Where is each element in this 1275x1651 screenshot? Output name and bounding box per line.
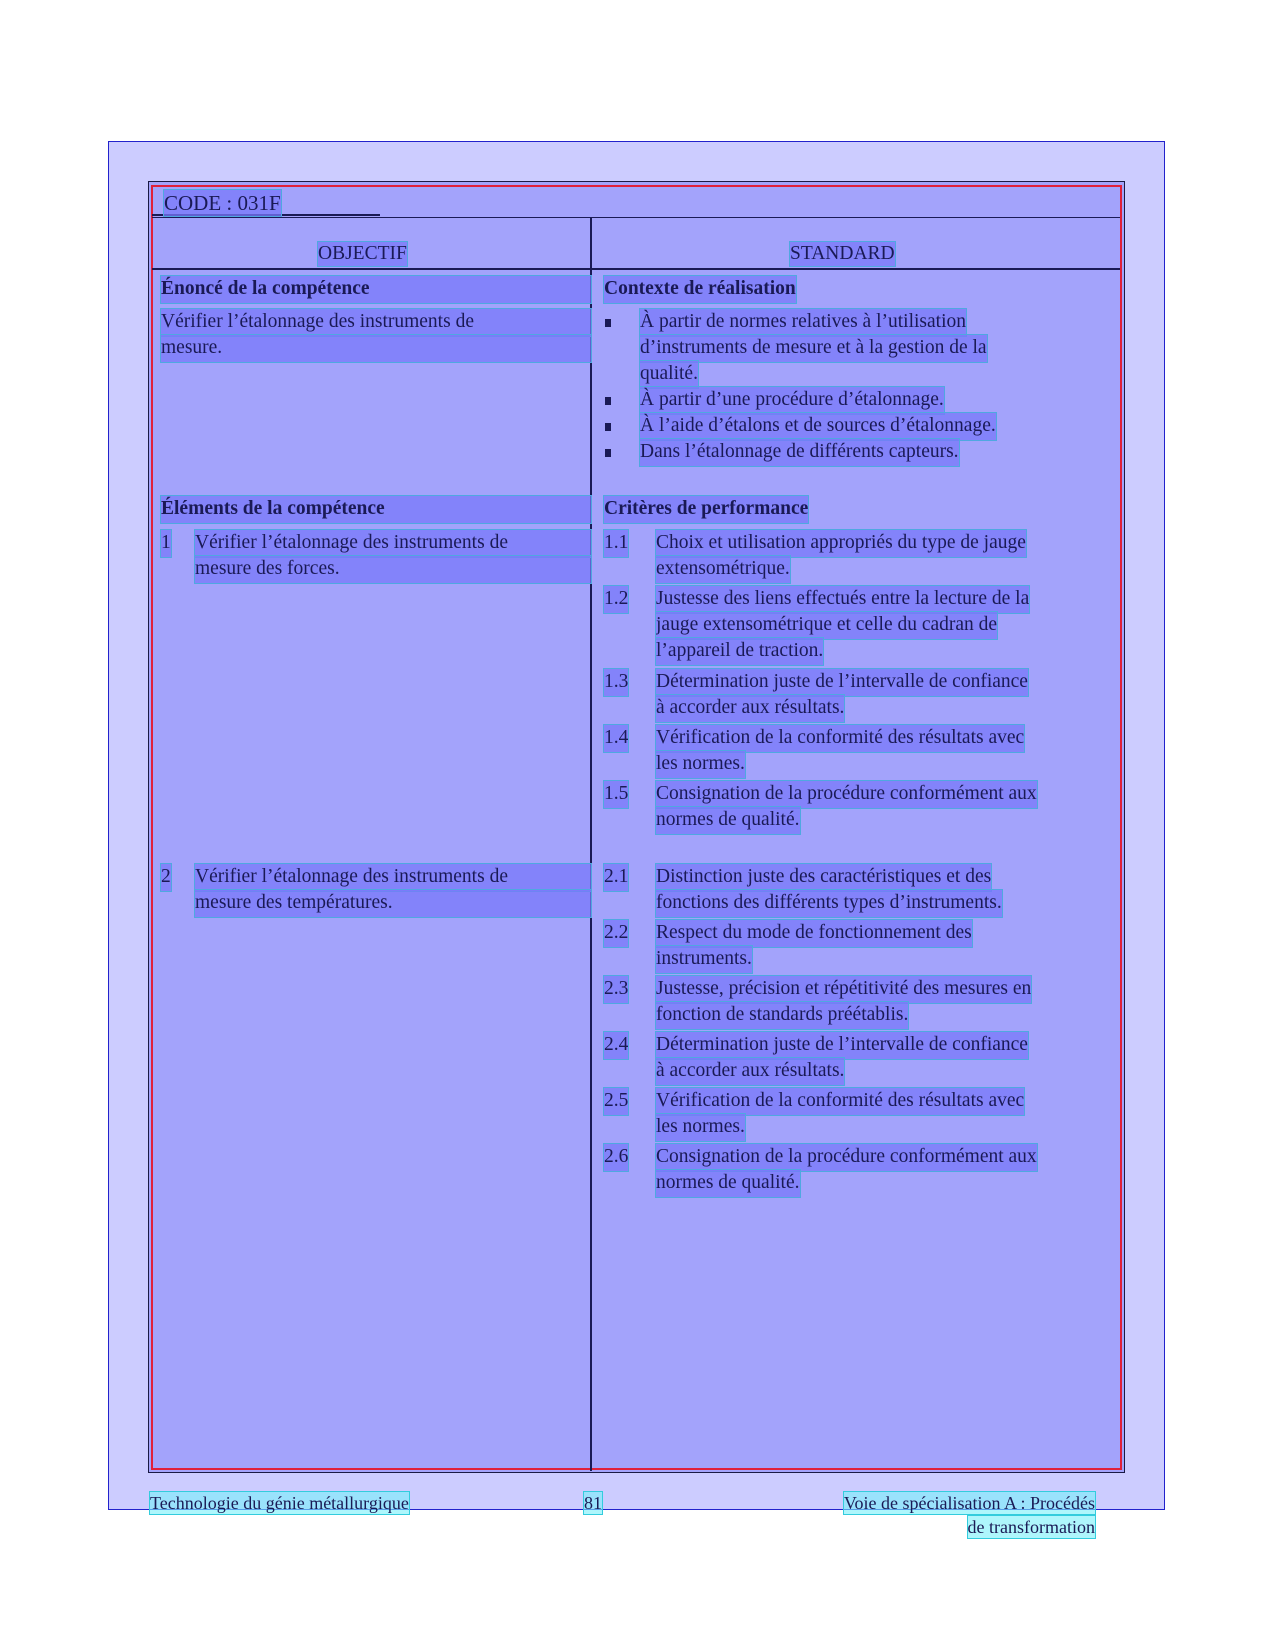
critere-number: 2.2 <box>604 920 628 947</box>
column-header-objectif: OBJECTIF <box>318 243 407 264</box>
critere-line: Vérification de la conformité des résultats avec <box>656 1088 1024 1115</box>
element-number: 2 <box>161 864 171 891</box>
footer-track-continued: de transformation <box>967 1517 1095 1537</box>
critere-number: 2.5 <box>604 1088 628 1115</box>
bullet-icon <box>605 319 611 327</box>
bullet-icon <box>605 449 611 457</box>
element-line: mesure des températures. <box>195 890 591 917</box>
critere-line: fonctions des différents types d’instruments. <box>656 890 1002 917</box>
contexte-line: qualité. <box>640 361 698 388</box>
footer-program: Technologie du génie métallurgique <box>150 1493 409 1513</box>
critere-line: normes de qualité. <box>656 1170 800 1197</box>
competency-code: CODE : 031F <box>164 191 281 215</box>
critere-line: à accorder aux résultats. <box>656 1058 844 1085</box>
critere-line: jauge extensométrique et celle du cadran de <box>656 612 997 639</box>
critere-line: Détermination juste de l’intervalle de confiance <box>656 1032 1028 1059</box>
header-bottom-rule <box>152 268 1120 270</box>
critere-line: Justesse, précision et répétitivité des mesures en <box>656 976 1031 1003</box>
critere-number: 1.4 <box>604 725 628 752</box>
contexte-line: À partir de normes relatives à l’utilisation <box>640 309 966 336</box>
critere-line: extensométrique. <box>656 556 790 583</box>
element-line: Vérifier l’étalonnage des instruments de <box>195 864 591 891</box>
critere-number: 2.6 <box>604 1144 628 1171</box>
contexte-heading: Contexte de réalisation <box>604 276 796 303</box>
critere-line: fonction de standards préétablis. <box>656 1002 908 1029</box>
enonce-line: Vérifier l’étalonnage des instruments de <box>161 309 591 336</box>
critere-line: normes de qualité. <box>656 807 800 834</box>
critere-line: Détermination juste de l’intervalle de confiance <box>656 669 1028 696</box>
bullet-icon <box>605 423 611 431</box>
table-highlight-border <box>151 185 1122 1470</box>
critere-number: 2.4 <box>604 1032 628 1059</box>
bullet-icon <box>605 397 611 405</box>
critere-line: Choix et utilisation appropriés du type de jauge <box>656 530 1026 557</box>
element-line: Vérifier l’étalonnage des instruments de <box>195 530 591 557</box>
element-number: 1 <box>161 530 171 557</box>
criteres-heading: Critères de performance <box>604 496 808 523</box>
critere-line: l’appareil de traction. <box>656 638 823 665</box>
critere-line: Consignation de la procédure conformément aux <box>656 1144 1037 1171</box>
header-top-rule <box>152 217 1120 218</box>
critere-number: 1.1 <box>604 530 628 557</box>
critere-line: Vérification de la conformité des résultats avec <box>656 725 1024 752</box>
contexte-line: À partir d’une procédure d’étalonnage. <box>640 387 944 414</box>
critere-line: Distinction juste des caractéristiques et des <box>656 864 991 891</box>
column-header-standard: STANDARD <box>790 243 895 264</box>
critere-line: Respect du mode de fonctionnement des <box>656 920 972 947</box>
footer-track: Voie de spécialisation A : Procédés <box>843 1493 1095 1513</box>
critere-number: 1.3 <box>604 669 628 696</box>
critere-line: Justesse des liens effectués entre la lecture de la <box>656 586 1029 613</box>
footer-page-number: 81 <box>584 1493 602 1513</box>
contexte-line: d’instruments de mesure et à la gestion de la <box>640 335 987 362</box>
critere-line: les normes. <box>656 751 745 778</box>
enonce-heading: Énoncé de la compétence <box>161 276 591 303</box>
critere-number: 1.5 <box>604 781 628 808</box>
critere-line: les normes. <box>656 1114 745 1141</box>
element-line: mesure des forces. <box>195 556 591 583</box>
column-divider <box>590 218 592 1471</box>
critere-number: 2.3 <box>604 976 628 1003</box>
critere-line: à accorder aux résultats. <box>656 695 844 722</box>
elements-heading: Éléments de la compétence <box>161 496 591 523</box>
critere-number: 2.1 <box>604 864 628 891</box>
critere-line: instruments. <box>656 946 752 973</box>
critere-line: Consignation de la procédure conformément aux <box>656 781 1037 808</box>
critere-number: 1.2 <box>604 586 628 613</box>
contexte-line: Dans l’étalonnage de différents capteurs. <box>640 439 959 466</box>
contexte-line: À l’aide d’étalons et de sources d’étalonnage. <box>640 413 996 440</box>
enonce-line: mesure. <box>161 335 591 362</box>
